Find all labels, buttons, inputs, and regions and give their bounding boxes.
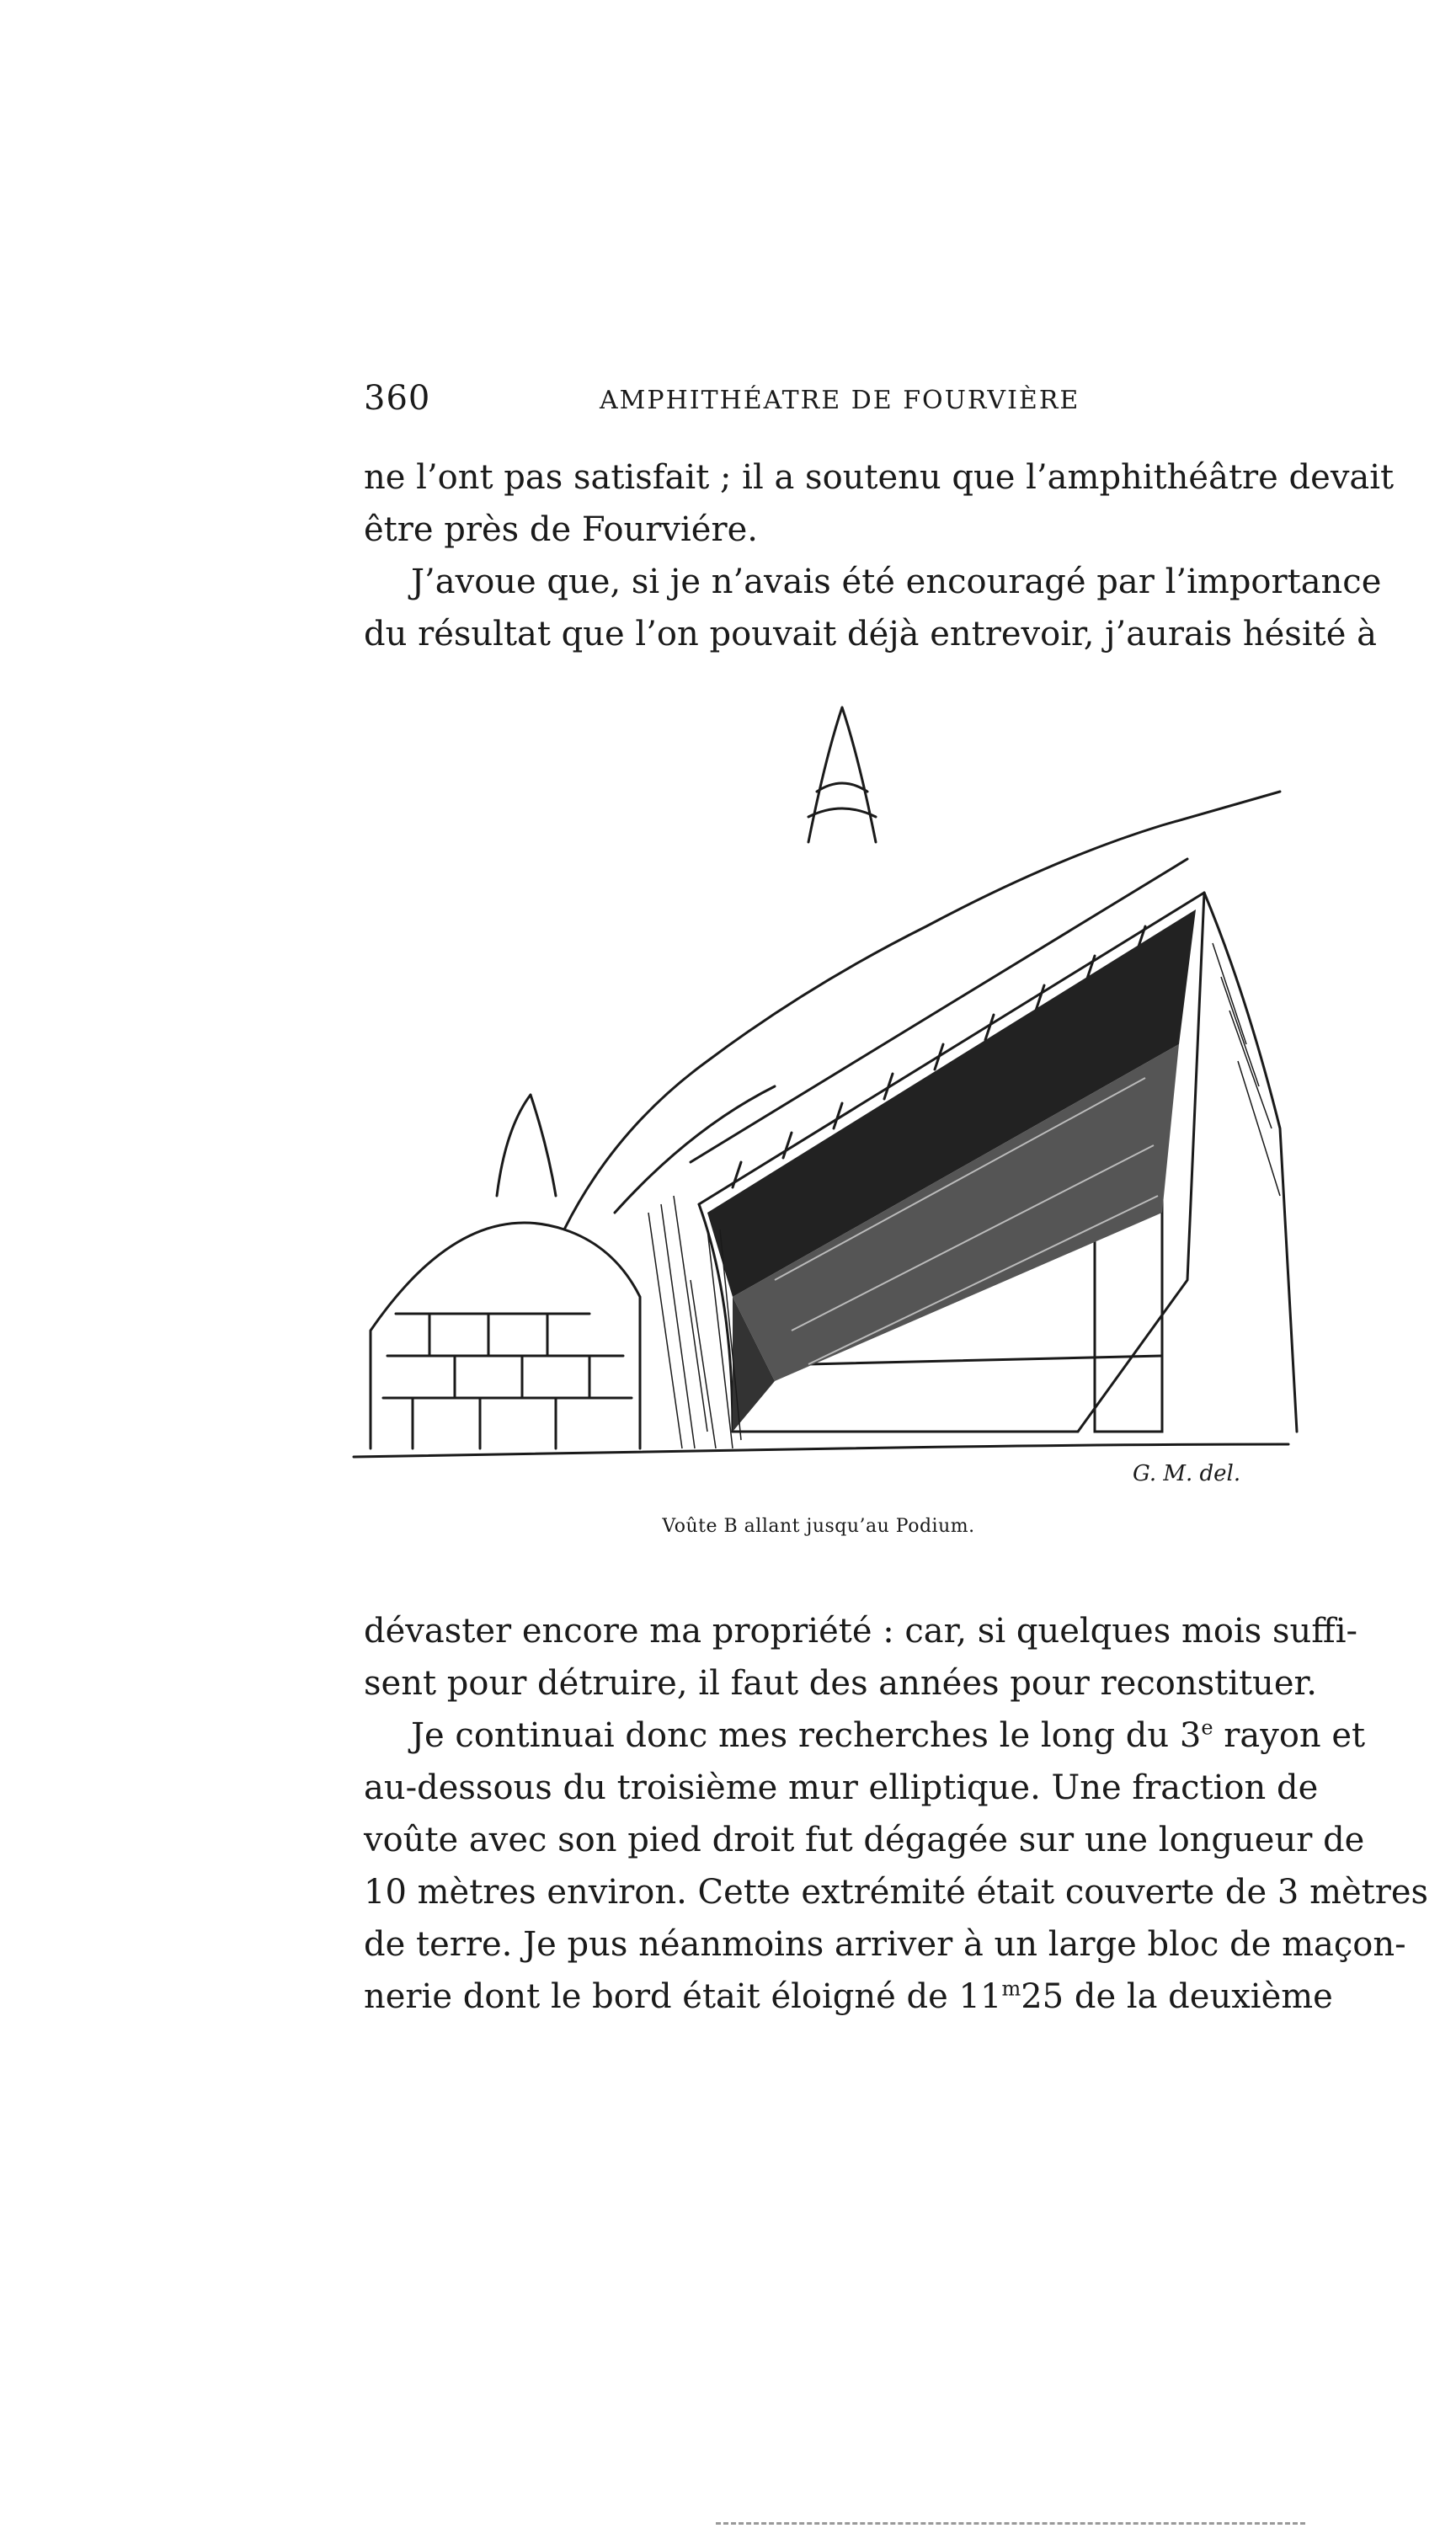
vault-drawing bbox=[337, 691, 1314, 1499]
vault-illustration bbox=[337, 691, 1314, 1499]
text-line: dévaster encore ma propriété : car, si quelques mois suffi- bbox=[364, 1612, 1358, 1651]
text-line bbox=[364, 1971, 1333, 2023]
figure-caption: Voûte B allant jusqu’au Podium. bbox=[662, 1516, 975, 1537]
running-title: AMPHITHÉATRE DE FOURVIÈRE bbox=[600, 386, 1080, 415]
text-span: 25 de la deuxième bbox=[1021, 1977, 1333, 2016]
text-span: rayon et bbox=[1213, 1716, 1366, 1755]
bottom-dashes bbox=[716, 2522, 1305, 2528]
illustrator-signature: G. M. del. bbox=[1133, 1461, 1241, 1486]
text-line: du résultat que l’on pouvait déjà entrevoir, j’aurais hésité à bbox=[364, 615, 1377, 653]
text-line: au-dessous du troisième mur elliptique. Une fraction de bbox=[364, 1768, 1319, 1807]
text-line: 10 mètres environ. Cette extrémité était couverte de 3 mètres bbox=[364, 1873, 1429, 1912]
page-number: 360 bbox=[364, 379, 431, 418]
running-head bbox=[364, 379, 1273, 429]
superscript: e bbox=[1201, 1715, 1213, 1740]
text-span: nerie dont le bord était éloigné de 11 bbox=[364, 1977, 1002, 2016]
bottom-paragraphs bbox=[364, 1605, 1429, 2023]
text-line: être près de Fourviére. bbox=[364, 510, 758, 549]
text-line: de terre. Je pus néanmoins arriver à un large bloc de maçon- bbox=[364, 1925, 1406, 1964]
text-line: sent pour détruire, il faut des années pour reconstituer. bbox=[364, 1664, 1317, 1703]
text-span: Je continuai donc mes recherches le long du 3 bbox=[411, 1716, 1202, 1755]
text-line: voûte avec son pied droit fut dégagée sur une longueur de bbox=[364, 1821, 1365, 1859]
text-line: ne l’ont pas satisfait ; il a soutenu que l’amphithéâtre devait bbox=[364, 458, 1395, 497]
superscript: m bbox=[1001, 1976, 1021, 2001]
text-line bbox=[364, 1710, 1366, 1762]
top-paragraphs bbox=[364, 451, 1395, 660]
text-line: J’avoue que, si je n’avais été encouragé par l’importance bbox=[411, 563, 1382, 601]
